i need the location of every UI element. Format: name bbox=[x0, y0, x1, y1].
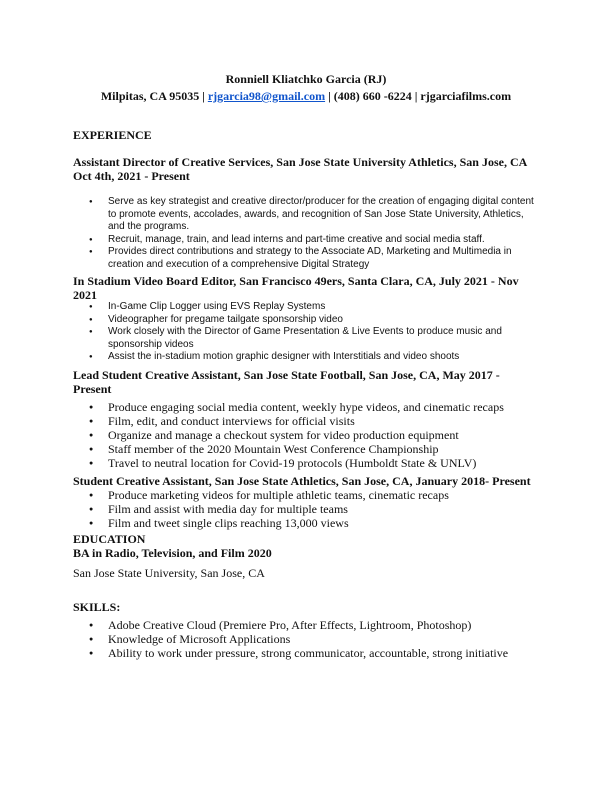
list-item: ● Produce engaging social media content, weekly hype videos, and cinematic recaps bbox=[73, 400, 543, 414]
list-item: ● Knowledge of Microsoft Applications bbox=[73, 632, 543, 646]
degree-title: BA in Radio, Television, and Film 2020 bbox=[73, 546, 272, 560]
list-item: ● Adobe Creative Cloud (Premiere Pro, After Effects, Lightroom, Photoshop) bbox=[73, 618, 543, 632]
email-link[interactable]: rjgarcia98@gmail.com bbox=[207, 89, 326, 103]
job-title-line: Present bbox=[73, 382, 112, 396]
contact-line bbox=[0, 89, 612, 104]
job-bullets bbox=[73, 488, 543, 530]
job-title-line: In Stadium Video Board Editor, San Francisco 49ers, Santa Clara, CA, July 2021 - Nov bbox=[73, 274, 519, 288]
job-bullets bbox=[73, 301, 543, 364]
list-item: ● Staff member of the 2020 Mountain West Conference Championship bbox=[73, 442, 543, 456]
list-item: ● Provides direct contributions and strategy to the Associate AD, Marketing and Multimedia in creation and execution of a comprehensive Digital Strategy bbox=[73, 246, 543, 271]
list-item: ● Assist the in-stadium motion graphic designer with Interstitials and video shoots bbox=[73, 351, 543, 364]
job-title bbox=[73, 274, 543, 302]
job-title bbox=[73, 474, 543, 488]
job-bullets bbox=[73, 400, 543, 470]
list-item: ● Film, edit, and conduct interviews for official visits bbox=[73, 414, 543, 428]
candidate-name: Ronniell Kliatchko Garcia (RJ) bbox=[225, 72, 387, 86]
list-item: ● Ability to work under pressure, strong communicator, accountable, strong initiative bbox=[73, 646, 543, 660]
job-title-line: Student Creative Assistant, San Jose State Athletics, San Jose, CA, January 2018- Present bbox=[73, 474, 531, 488]
job-title-line: Lead Student Creative Assistant, San Jose State Football, San Jose, CA, May 2017 - bbox=[73, 368, 500, 382]
list-item: ● Produce marketing videos for multiple athletic teams, cinematic recaps bbox=[73, 488, 543, 502]
contact-rest: | (408) 660 -6224 | rjgarciafilms.com bbox=[328, 89, 512, 103]
list-item: ● In-Game Clip Logger using EVS Replay Systems bbox=[73, 301, 543, 314]
location-text: Milpitas, CA 95035 | bbox=[100, 89, 205, 103]
list-item: ● Videographer for pregame tailgate sponsorship video bbox=[73, 314, 543, 327]
resume-header bbox=[0, 72, 612, 104]
school-name: San Jose State University, San Jose, CA bbox=[73, 566, 265, 580]
list-item: ● Organize and manage a checkout system for video production equipment bbox=[73, 428, 543, 442]
experience-heading: EXPERIENCE bbox=[73, 128, 152, 142]
list-item: ● Travel to neutral location for Covid-19 protocols (Humboldt State & UNLV) bbox=[73, 456, 543, 470]
job-title-line: Oct 4th, 2021 - Present bbox=[73, 169, 190, 183]
job-title bbox=[73, 155, 543, 183]
list-item: ● Film and assist with media day for multiple teams bbox=[73, 502, 543, 516]
skills-heading: SKILLS: bbox=[73, 600, 121, 614]
list-item: ● Recruit, manage, train, and lead interns and part-time creative and social media staff. bbox=[73, 234, 543, 247]
job-bullets bbox=[73, 196, 543, 271]
list-item: ● Serve as key strategist and creative director/producer for the creation of engaging digital content to promote events, accolades, awards, and recognition of San Jose State University, Athletics, and the programs. bbox=[73, 196, 543, 234]
job-title bbox=[73, 368, 543, 396]
skills-list bbox=[73, 618, 543, 660]
education-heading: EDUCATION bbox=[73, 532, 146, 546]
job-title-line: Assistant Director of Creative Services, San Jose State University Athletics, San Jose, CA bbox=[73, 155, 528, 169]
list-item: ● Work closely with the Director of Game Presentation & Live Events to produce music and sponsorship videos bbox=[73, 326, 543, 351]
list-item: ● Film and tweet single clips reaching 13,000 views bbox=[73, 516, 543, 530]
job-title-line: 2021 bbox=[73, 288, 97, 302]
